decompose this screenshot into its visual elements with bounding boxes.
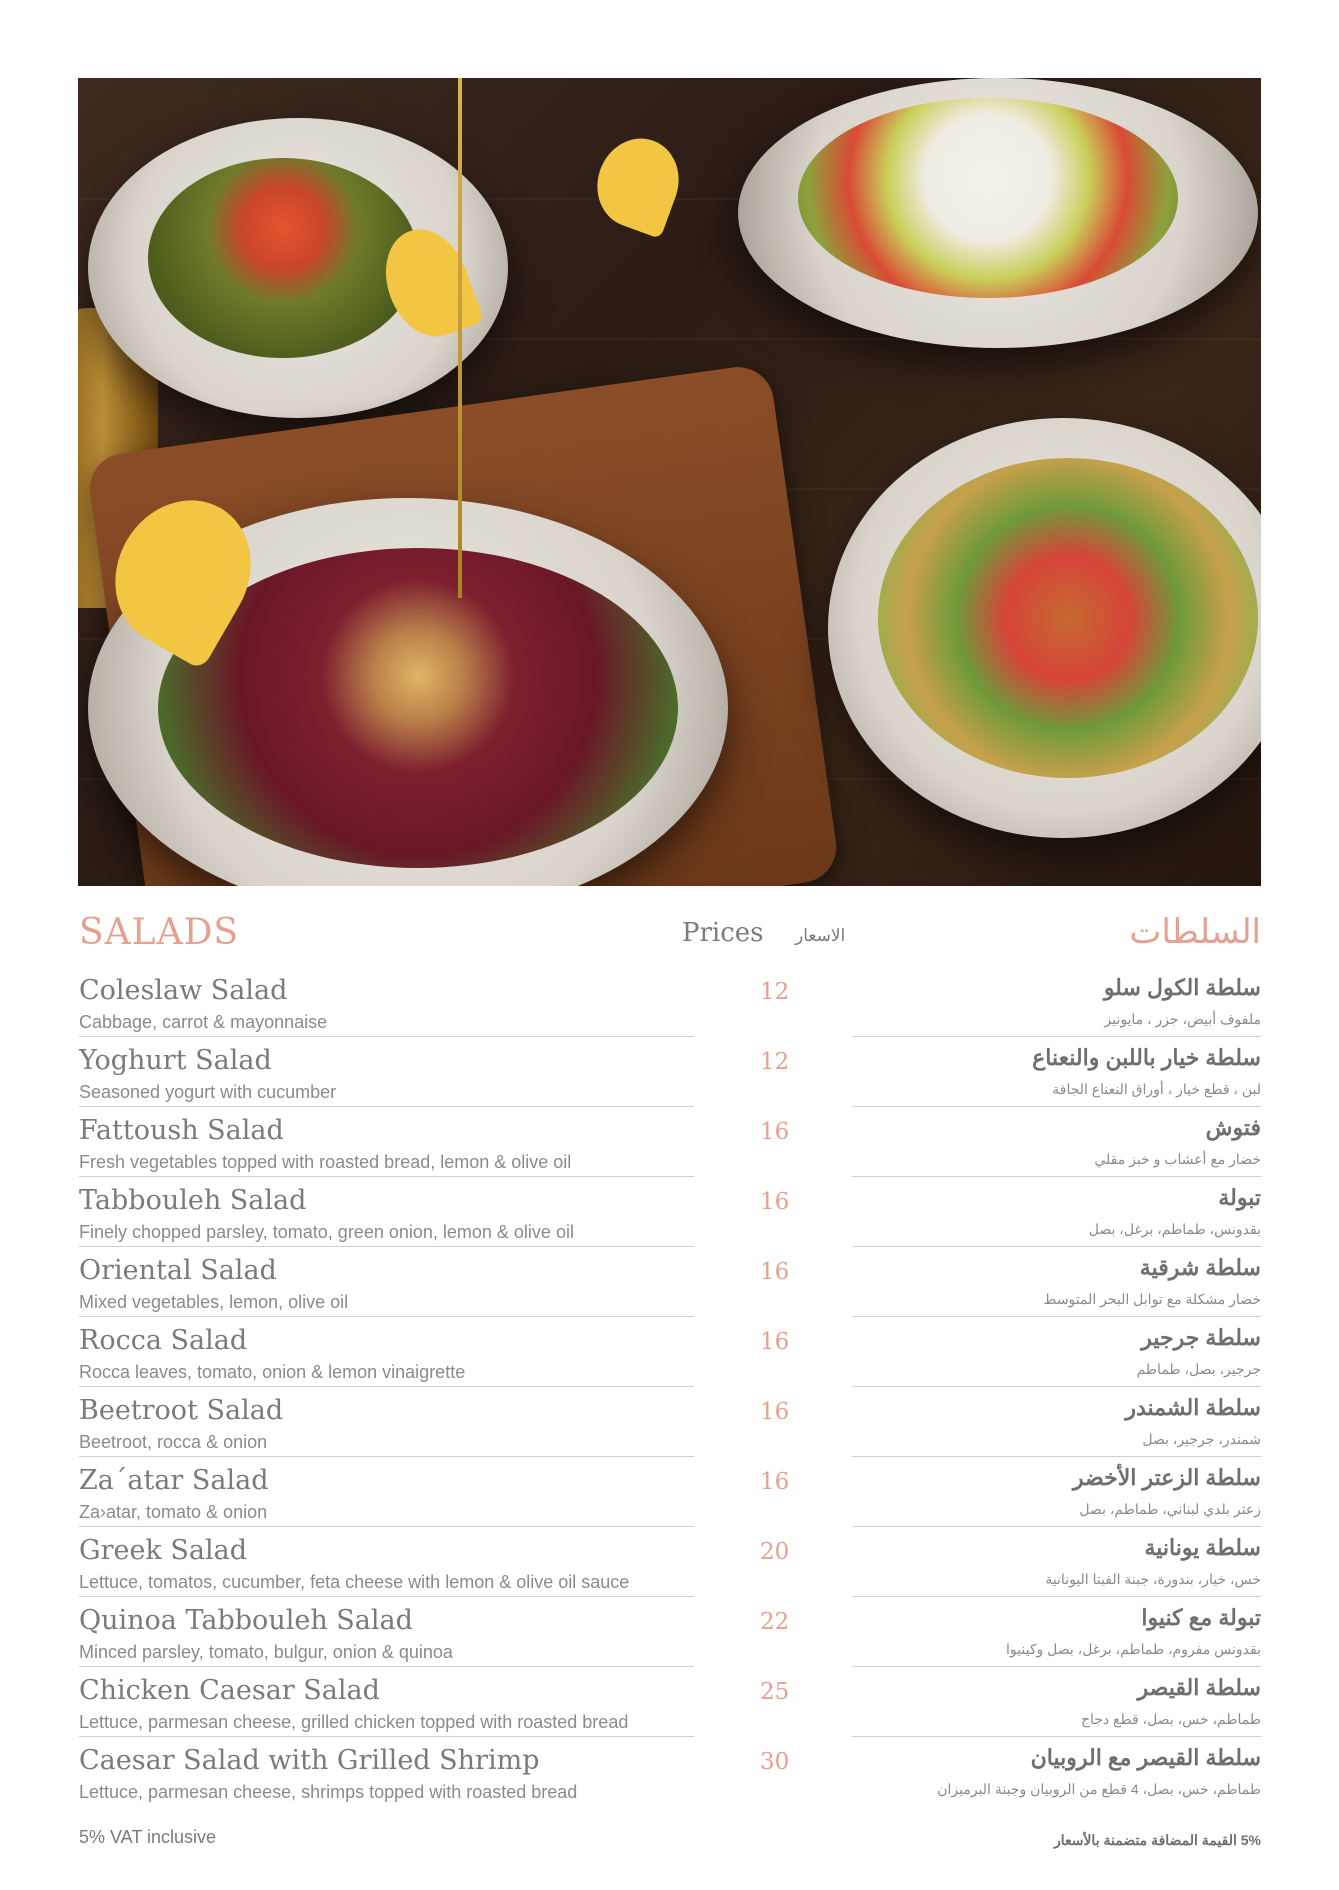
greek-salad-food [798, 98, 1178, 298]
vat-note-en: 5% VAT inclusive [79, 1827, 217, 1847]
item-name-en: Tabbouleh Salad [79, 1185, 307, 1216]
olive-oil-stream [458, 78, 462, 598]
divider [79, 1316, 694, 1317]
item-desc-en: Finely chopped parsley, tomato, green onion, lemon & olive oil [79, 1222, 574, 1242]
item-name-ar: سلطة الكول سلو [1103, 975, 1261, 1000]
item-price: 30 [760, 1749, 790, 1775]
prices-header-en: Prices [682, 918, 764, 948]
menu-item [0, 1675, 1339, 1745]
item-name-en: Oriental Salad [79, 1255, 277, 1286]
item-desc-en: Za›atar, tomato & onion [79, 1502, 268, 1522]
item-name-en: Chicken Caesar Salad [79, 1675, 380, 1706]
item-price: 22 [760, 1609, 790, 1635]
item-desc-ar: شمندر، جرجير، بصل [1142, 1431, 1261, 1447]
item-name-en: Rocca Salad [79, 1325, 248, 1356]
menu-item [0, 975, 1339, 1045]
item-name-ar: تبولة مع كنيوا [1141, 1605, 1261, 1630]
item-price: 12 [760, 1049, 790, 1075]
item-name-ar: سلطة شرقية [1139, 1255, 1261, 1280]
item-name-en: Quinoa Tabbouleh Salad [79, 1605, 413, 1636]
item-name-en: Fattoush Salad [79, 1115, 284, 1146]
divider [852, 1596, 1261, 1597]
item-desc-ar: بقدونس مفروم، طماطم، برغل، بصل وكينيوا [1006, 1641, 1261, 1657]
item-name-ar: تبولة [1218, 1185, 1261, 1210]
menu-item [0, 1745, 1339, 1815]
divider [852, 1666, 1261, 1667]
divider [79, 1386, 694, 1387]
item-desc-ar: جرجير، بصل، طماطم [1136, 1361, 1261, 1377]
menu-item [0, 1465, 1339, 1535]
section-title-en: SALADS [79, 912, 240, 953]
divider [852, 1106, 1261, 1107]
item-price: 16 [760, 1469, 790, 1495]
divider [79, 1106, 694, 1107]
divider [79, 1736, 694, 1737]
item-price: 16 [760, 1259, 790, 1285]
fattoush-food [878, 458, 1258, 778]
hero-food-photo [78, 78, 1261, 886]
divider [79, 1666, 694, 1667]
item-desc-en: Fresh vegetables topped with roasted bread, lemon & olive oil [79, 1152, 572, 1172]
divider [852, 1036, 1261, 1037]
divider [79, 1246, 694, 1247]
item-desc-ar: طماطم، خس، بصل، 4 قطع من الروبيان وجبنة البرميزان [937, 1781, 1261, 1797]
menu-item [0, 1325, 1339, 1395]
item-price: 25 [760, 1679, 790, 1705]
item-desc-en: Lettuce, parmesan cheese, shrimps topped with roasted bread [79, 1782, 578, 1802]
menu-item [0, 1045, 1339, 1115]
menu-item [0, 1395, 1339, 1465]
item-name-en: Greek Salad [79, 1535, 247, 1566]
divider [79, 1526, 694, 1527]
divider [852, 1176, 1261, 1177]
item-desc-ar: طماطم، خس، بصل، قطع دجاج [1080, 1711, 1261, 1727]
item-name-ar: فتوش [1205, 1115, 1261, 1140]
item-name-ar: سلطة القيصر مع الروبيان [1030, 1745, 1261, 1770]
item-desc-ar: زعتر بلدي لبناني، طماطم، بصل [1079, 1501, 1261, 1517]
item-name-ar: سلطة الزعتر الأخضر [1072, 1465, 1261, 1490]
divider [79, 1176, 694, 1177]
divider [852, 1246, 1261, 1247]
item-desc-ar: لبن ، قطع خيار ، أوراق النعناع الجافة [1052, 1081, 1261, 1097]
item-name-en: Coleslaw Salad [79, 975, 288, 1006]
menu-item [0, 1115, 1339, 1185]
item-desc-en: Beetroot, rocca & onion [79, 1432, 268, 1452]
divider [79, 1596, 694, 1597]
item-name-ar: سلطة خيار باللبن والنعناع [1032, 1045, 1261, 1070]
item-desc-ar: خضار مع أعشاب و خبز مقلي [1094, 1151, 1261, 1167]
item-desc-ar: بقدونس، طماطم، برغل، بصل [1088, 1221, 1261, 1237]
item-price: 16 [760, 1189, 790, 1215]
item-name-en: Beetroot Salad [79, 1395, 284, 1426]
item-price: 16 [760, 1329, 790, 1355]
lemon-slice [585, 127, 691, 239]
tabbouleh-food [148, 158, 418, 358]
item-price: 12 [760, 979, 790, 1005]
divider [852, 1736, 1261, 1737]
prices-header-ar: الاسعار [795, 926, 846, 945]
item-price: 20 [760, 1539, 790, 1565]
menu-item [0, 1535, 1339, 1605]
item-name-en: Za´atar Salad [79, 1465, 269, 1496]
divider [852, 1456, 1261, 1457]
divider [852, 1386, 1261, 1387]
item-desc-en: Mixed vegetables, lemon, olive oil [79, 1292, 349, 1312]
item-name-ar: سلطة الشمندر [1125, 1395, 1261, 1420]
item-desc-en: Seasoned yogurt with cucumber [79, 1082, 337, 1102]
item-desc-en: Lettuce, parmesan cheese, grilled chicken topped with roasted bread [79, 1712, 629, 1732]
item-desc-en: Minced parsley, tomato, bulgur, onion & quinoa [79, 1642, 453, 1662]
divider [79, 1036, 694, 1037]
divider [852, 1526, 1261, 1527]
item-name-ar: سلطة القيصر [1137, 1675, 1261, 1700]
item-desc-ar: خس، خيار، بندورة، جبنة الفيتا اليونانية [1045, 1571, 1261, 1587]
menu-item [0, 1255, 1339, 1325]
menu-item [0, 1185, 1339, 1255]
divider [852, 1316, 1261, 1317]
item-name-ar: سلطة يونانية [1144, 1535, 1261, 1560]
item-name-en: Caesar Salad with Grilled Shrimp [79, 1745, 540, 1776]
divider [79, 1456, 694, 1457]
item-desc-en: Lettuce, tomatos, cucumber, feta cheese with lemon & olive oil sauce [79, 1572, 630, 1592]
item-desc-en: Rocca leaves, tomato, onion & lemon vinaigrette [79, 1362, 466, 1382]
item-price: 16 [760, 1119, 790, 1145]
item-name-en: Yoghurt Salad [79, 1045, 272, 1076]
item-name-ar: سلطة جرجير [1141, 1325, 1261, 1350]
section-title-ar: السلطات [1129, 913, 1261, 951]
item-desc-ar: خضار مشكلة مع توابل البحر المتوسط [1043, 1291, 1261, 1307]
item-price: 16 [760, 1399, 790, 1425]
item-desc-ar: ملفوف أبيض، جزر ، مايونيز [1104, 1011, 1261, 1027]
item-desc-en: Cabbage, carrot & mayonnaise [79, 1012, 328, 1032]
menu-item [0, 1605, 1339, 1675]
vat-note-ar: 5% القيمة المضافة متضمنة بالأسعار [1053, 1832, 1261, 1848]
